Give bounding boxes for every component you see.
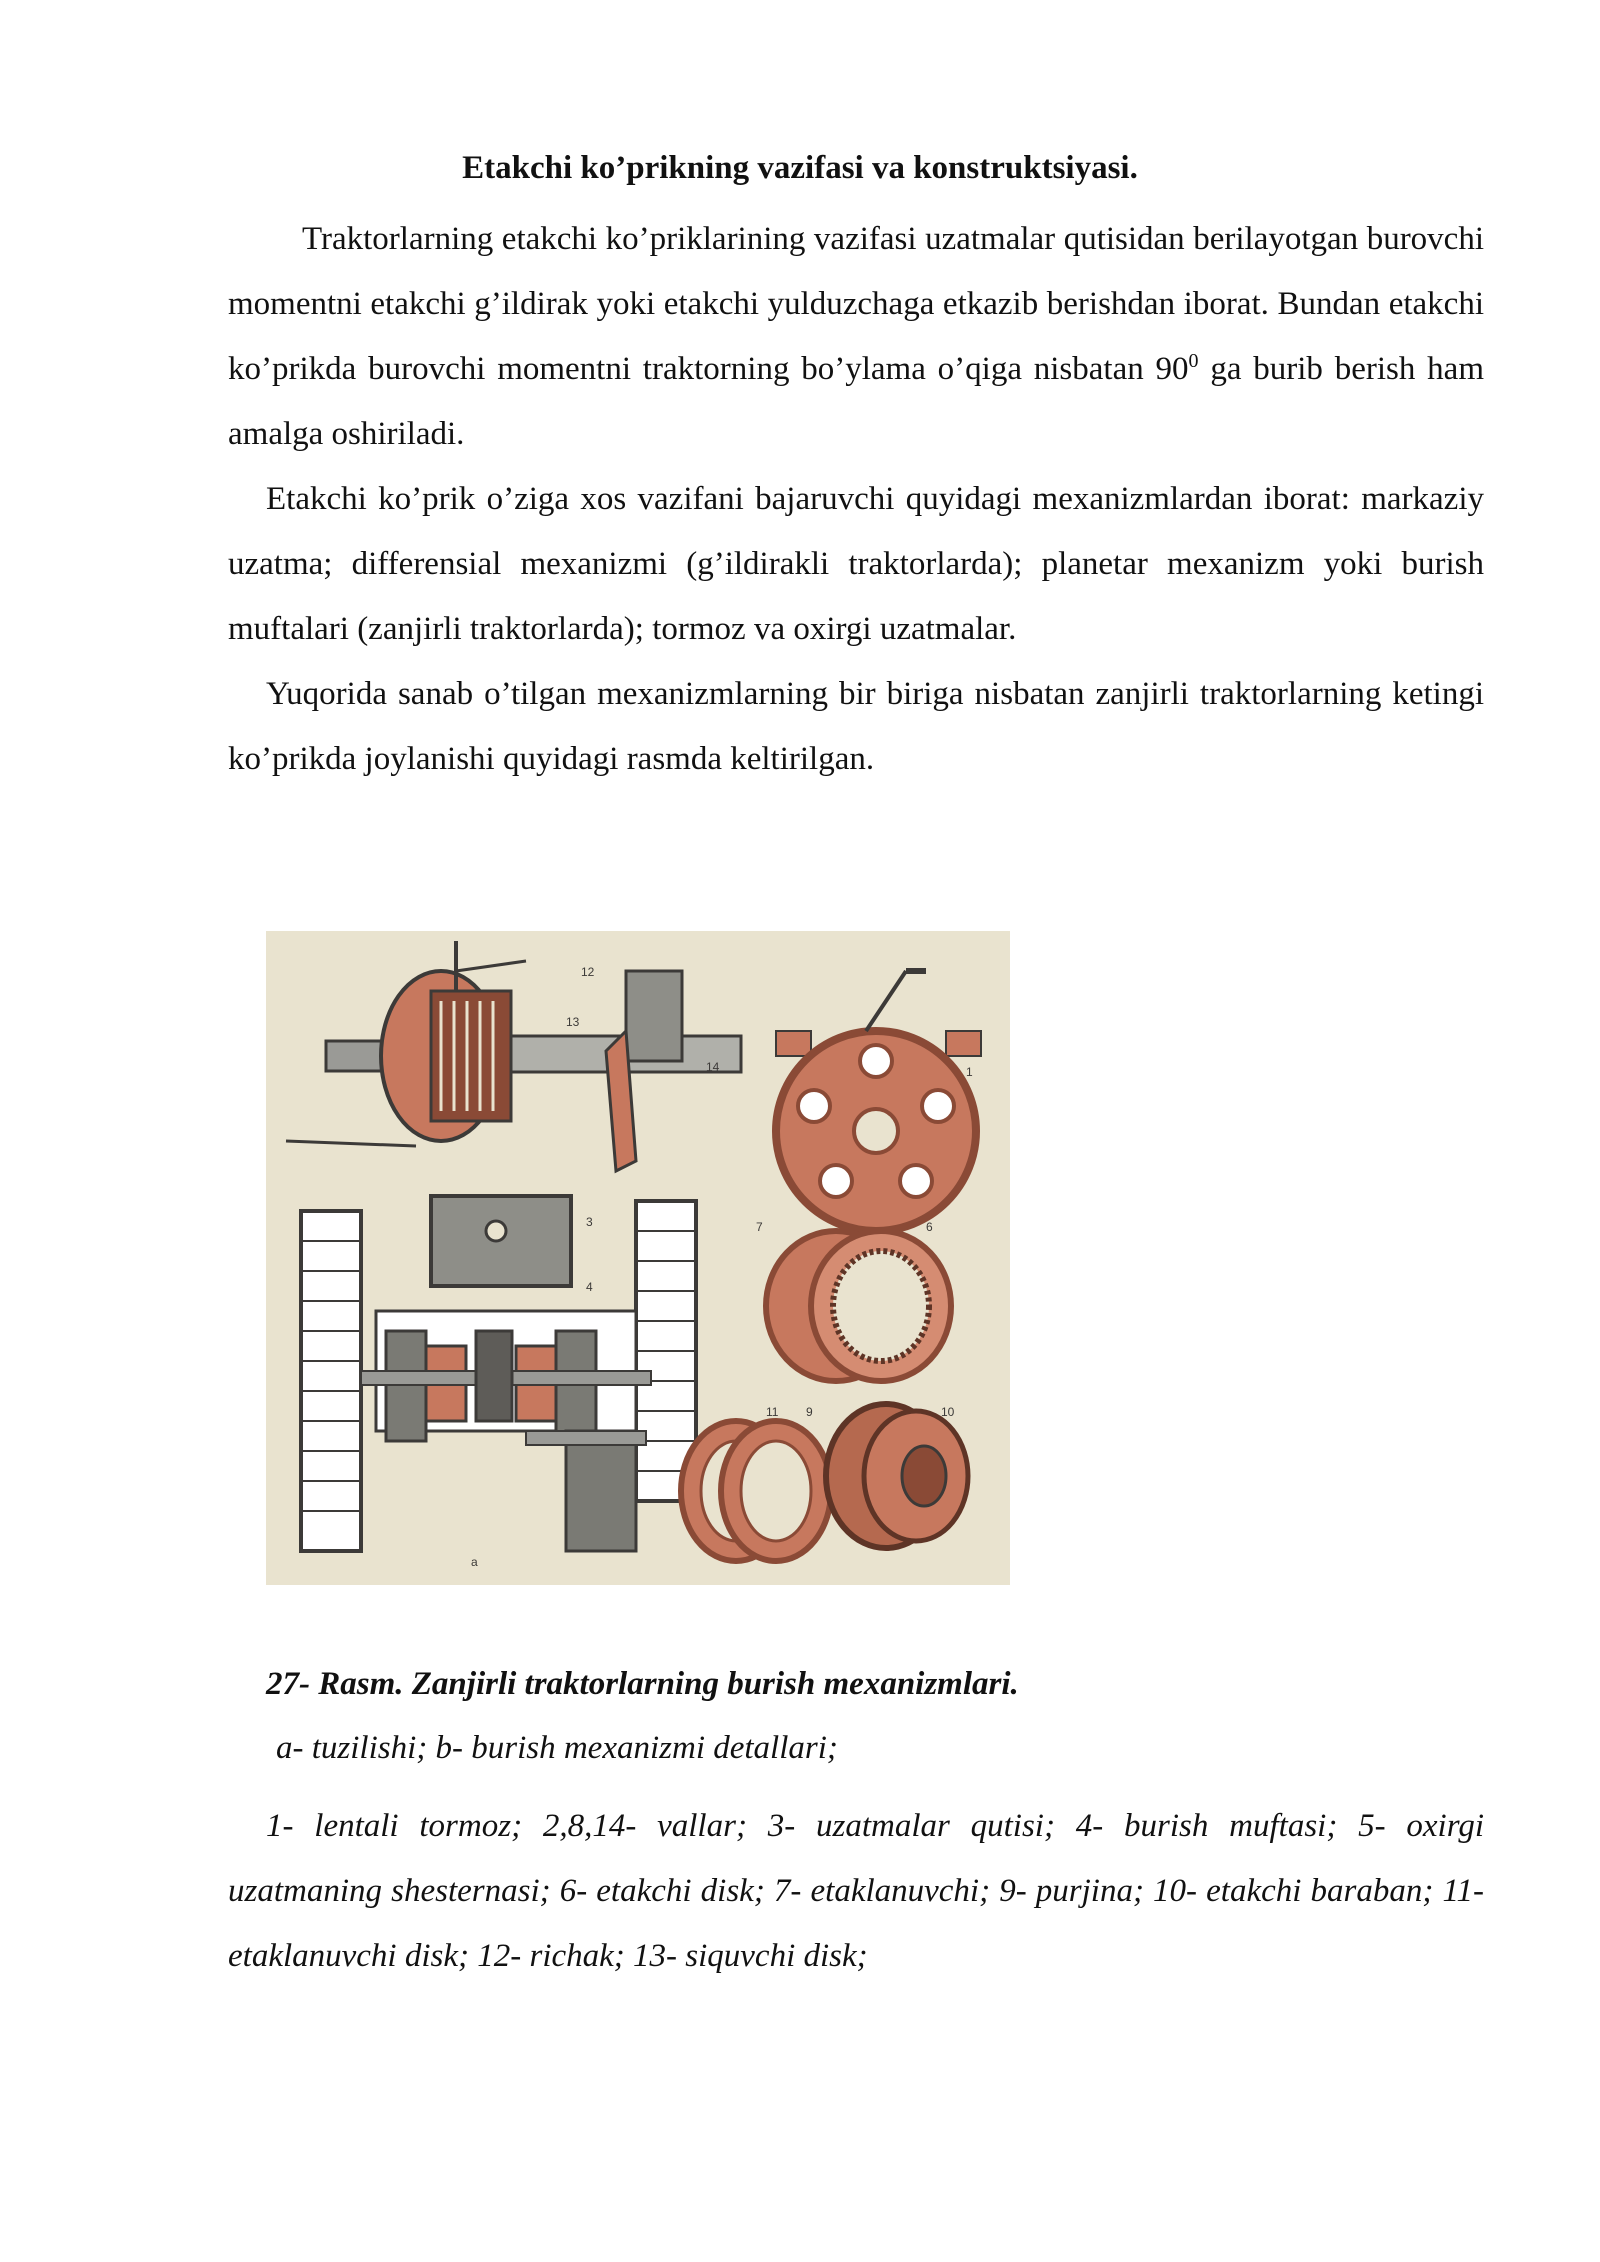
paragraph-1 (228, 207, 1484, 467)
figure-caption-title: 27- Rasm. Zanjirli traktorlarning burish mexanizmlari. (266, 1666, 1019, 1702)
paragraph-1-tail: ga burib berish ham amalga oshiriladi. (228, 351, 1484, 452)
section-title: Etakchi ko’prikning vazifasi va konstruktsiyasi. (462, 150, 1138, 186)
callout-1: 1 (966, 1065, 973, 1079)
gear-ring (766, 1231, 951, 1381)
callout-a: a (471, 1555, 478, 1569)
callout-4: 4 (586, 1280, 593, 1294)
degree-superscript: 0 (1188, 350, 1199, 372)
callout-9: 9 (806, 1405, 813, 1419)
clutch-discs (681, 1404, 968, 1561)
clutch-assembly (286, 941, 741, 1171)
callout-10: 10 (941, 1405, 955, 1419)
mechanism-illustration (266, 931, 1010, 1585)
callout-12: 12 (581, 965, 595, 979)
paragraph-3: Yuqorida sanab o’tilgan mexanizmlarning bir biriga nisbatan zanjirli traktorlarning ketingi ko’prikda joylanishi quyidagi rasmda keltirilgan. (228, 676, 1484, 777)
paragraph-2: Etakchi ko’prik o’ziga xos vazifani bajaruvchi quyidagi mexanizmlardan iborat: markaziy uzatma; differensial mexanizmi (g’ildirakli traktorlarda); planetar mexanizm yoki burish muftalari (zanjirli traktorlarda); tormoz va oxirgi uzatmalar. (228, 481, 1484, 647)
paragraph-1-text: Traktorlarning etakchi ko’priklarining vazifasi uzatmalar qutisidan berilayotgan burovchi momentni etakchi g’ildirak yoki etakchi yulduzchaga etkazib berishdan iborat. Bundan etakchi ko’prikda burovchi momentni traktorning bo’ylama o’qiga nisbatan 90 (228, 221, 1484, 387)
callout-13: 13 (566, 1015, 580, 1029)
callout-7: 7 (756, 1220, 763, 1234)
callout-11: 11 (766, 1405, 779, 1419)
figure-caption-subtitle: a- tuzilishi; b- burish mexanizmi detallari; (276, 1730, 838, 1766)
figure-caption-legend: 1- lentali tormoz; 2,8,14- vallar; 3- uzatmalar qutisi; 4- burish muftasi; 5- oxirgi uzatmaning shesternasi; 6- etakchi disk; 7- etaklanuvchi; 9- purjina; 10- etakchi baraban; 11- etaklanuvchi disk; 12- richak; 13- siquvchi disk; (228, 1808, 1484, 1974)
brake-drum (776, 971, 981, 1231)
transmission-layout (301, 1196, 696, 1551)
callout-14: 14 (706, 1060, 720, 1074)
mechanism-drawing (266, 931, 1010, 1585)
callout-3: 3 (586, 1215, 593, 1229)
callout-6: 6 (926, 1220, 933, 1234)
